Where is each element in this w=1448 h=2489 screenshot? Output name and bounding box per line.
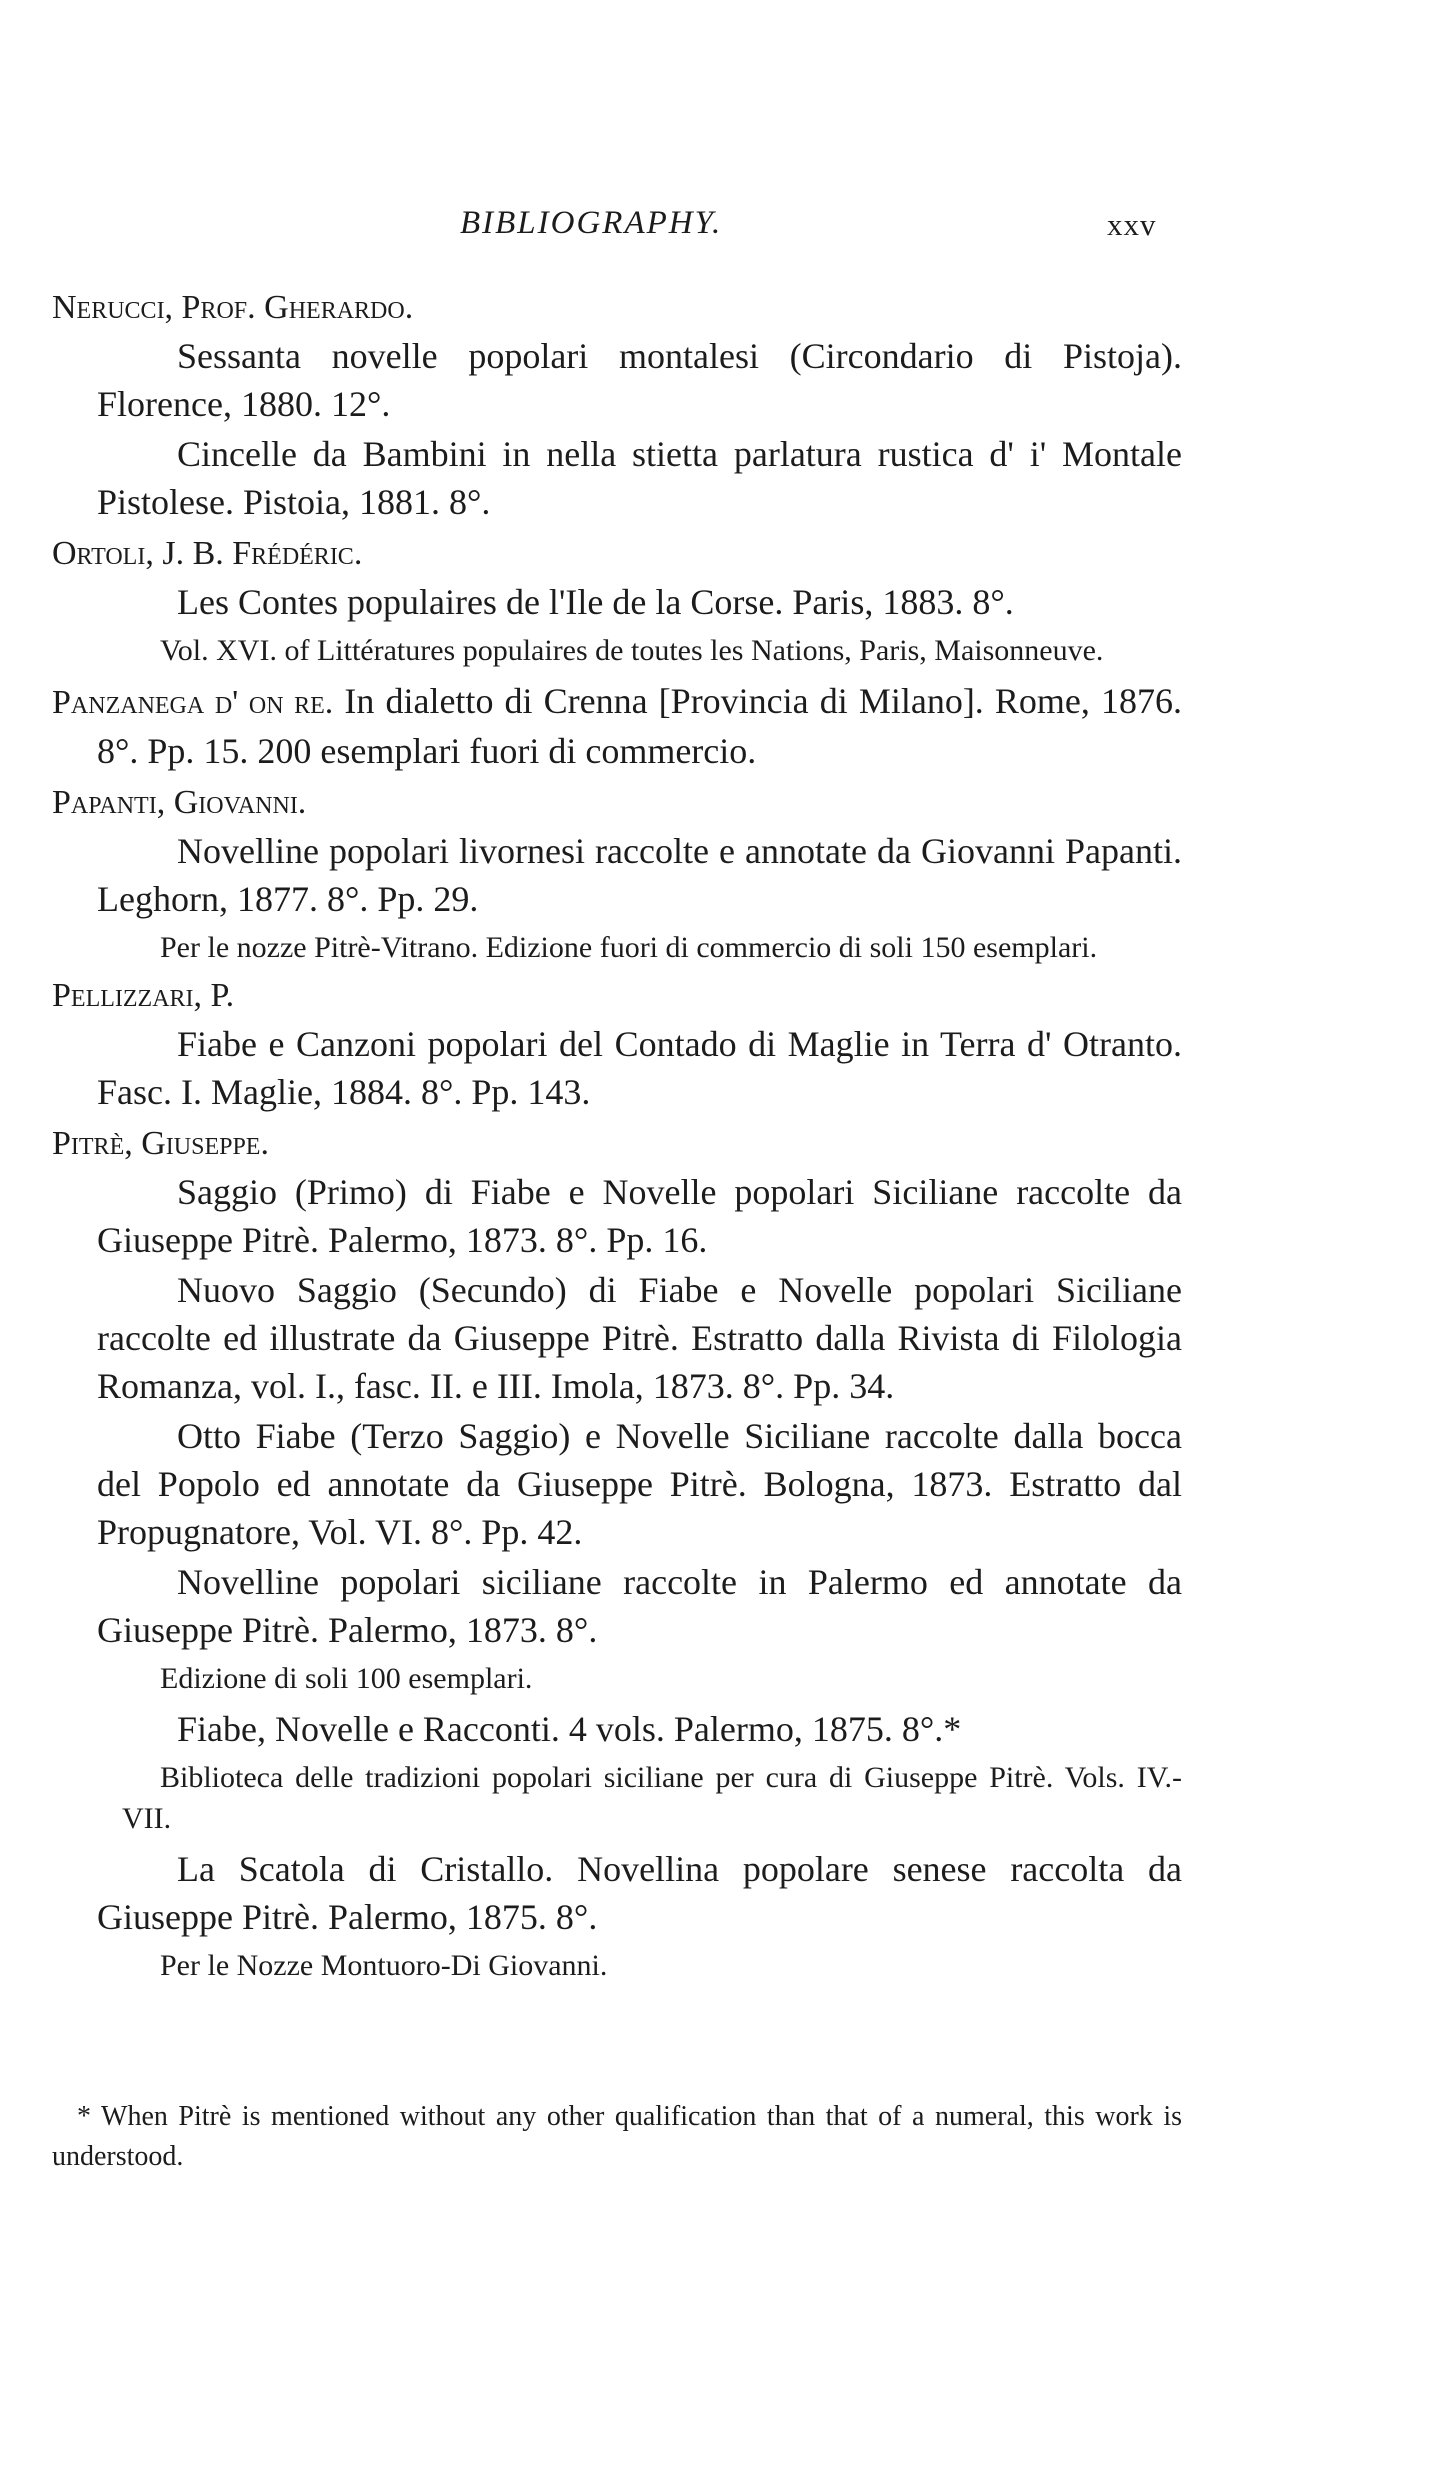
page-number: xxv <box>1107 207 1157 242</box>
entry-papanti <box>52 781 1182 968</box>
entry-work: La Scatola di Cristallo. Novellina popolare senese raccolta da Giuseppe Pitrè. Palermo, 1875. 8°. <box>97 1849 1182 1937</box>
entry-work: Cincelle da Bambini in nella stietta parlatura rustica d' i' Montale Pistolese. Pistoia, 1881. 8°. <box>97 434 1182 522</box>
entry-author: Nerucci, Prof. Gherardo. <box>52 289 414 326</box>
entry-note: Biblioteca delle tradizioni popolari siciliane per cura di Giuseppe Pitrè. Vols. IV.-VII. <box>122 1761 1182 1835</box>
footnote: * When Pitrè is mentioned without any other qualification than that of a numeral, this work is understood. <box>52 2101 1182 2172</box>
entry-author: Ortoli, J. B. Frédéric. <box>52 535 363 572</box>
entry-author: Papanti, Giovanni. <box>52 784 307 821</box>
entry-note: Per le Nozze Montuoro-Di Giovanni. <box>160 1949 608 1982</box>
running-header <box>0 205 1448 255</box>
entry-nerucci <box>52 286 1182 526</box>
entry-work: Novelline popolari siciliane raccolte in Palermo ed annotate da Giuseppe Pitrè. Palermo, 1873. 8°. <box>97 1562 1182 1650</box>
entry-work: Novelline popolari livornesi raccolte e annotate da Giovanni Papanti. Leghorn, 1877. 8°. Pp. 29. <box>97 831 1182 919</box>
entry-work: Nuovo Saggio (Secundo) di Fiabe e Novelle popolari Siciliane raccolte ed illustrate da Giuseppe Pitrè. Estratto dalla Rivista di Filologia Romanza, vol. I., fasc. II. e III. Imola, 1873. 8°. Pp. 34. <box>97 1270 1182 1406</box>
entry-note: Edizione di soli 100 esemplari. <box>160 1662 533 1695</box>
entry-ortoli <box>52 532 1182 671</box>
entry-author: Pitrè, Giuseppe. <box>52 1125 269 1162</box>
entry-work: Fiabe, Novelle e Racconti. 4 vols. Palermo, 1875. 8°.* <box>177 1709 962 1749</box>
entry-author: Pellizzari, P. <box>52 977 235 1014</box>
entry-pitre <box>52 1122 1182 1986</box>
entry-panzanega <box>52 677 1182 775</box>
running-title: BIBLIOGRAPHY. <box>460 205 723 241</box>
entry-work: Fiabe e Canzoni popolari del Contado di Maglie in Terra d' Otranto. Fasc. I. Maglie, 1884. 8°. Pp. 143. <box>97 1024 1182 1112</box>
entry-work: Les Contes populaires de l'Ile de la Corse. Paris, 1883. 8°. <box>177 582 1014 622</box>
entry-work: Saggio (Primo) di Fiabe e Novelle popolari Siciliane raccolte da Giuseppe Pitrè. Palermo, 1873. 8°. Pp. 16. <box>97 1172 1182 1260</box>
entry-note: Vol. XVI. of Littératures populaires de toutes les Nations, Paris, Maisonneuve. <box>160 634 1104 667</box>
entry-pellizzari <box>52 974 1182 1116</box>
entry-author: Panzanega d' on re. <box>52 684 334 721</box>
entry-work: Sessanta novelle popolari montalesi (Circondario di Pistoja). Florence, 1880. 12°. <box>97 336 1182 424</box>
bibliography-list <box>52 280 1182 1992</box>
entry-work: In dialetto di Crenna [Provincia di Milano]. Rome, 1876. 8°. Pp. 15. 200 esemplari fuori di commercio. <box>97 681 1182 771</box>
entry-note: Per le nozze Pitrè-Vitrano. Edizione fuori di commercio di soli 150 esemplari. <box>160 931 1098 964</box>
entry-work: Otto Fiabe (Terzo Saggio) e Novelle Siciliane raccolte dalla bocca del Popolo ed annotate da Giuseppe Pitrè. Bologna, 1873. Estratto dal Propugnatore, Vol. VI. 8°. Pp. 42. <box>97 1416 1182 1552</box>
